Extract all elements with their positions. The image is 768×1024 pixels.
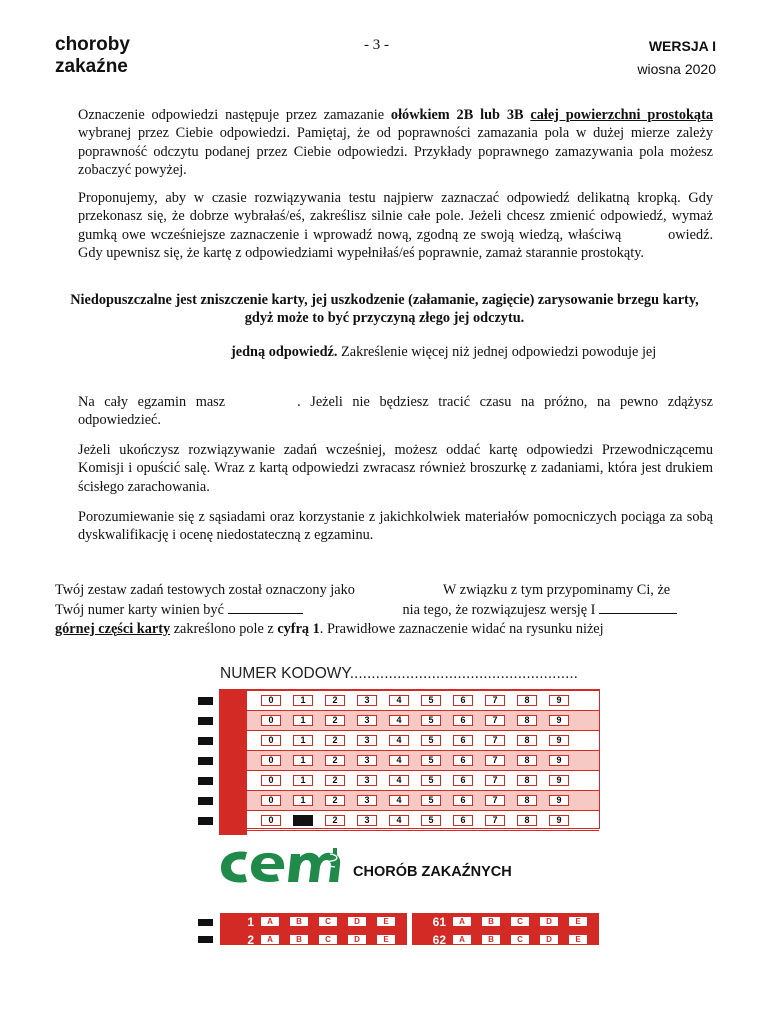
logo-subject-label: CHORÓB ZAKAŹNYCH [353, 864, 512, 880]
code-digit-cell: 9 [549, 815, 569, 826]
code-row-marker [198, 817, 213, 825]
code-digit-cell: 7 [485, 775, 505, 786]
code-digit-cell: 0 [261, 795, 281, 806]
code-digit-cell: 1 [293, 795, 313, 806]
paragraph-exam-time: Na cały egzamin masz . Jeżeli nie będziesz tracić czasu na próżno, na pewno zdążysz odpowiedzieć. [78, 394, 714, 429]
code-digit-cell: 8 [517, 795, 537, 806]
code-digit-cell: 3 [357, 815, 377, 826]
answer-option-cell: C [510, 916, 530, 927]
code-number-label: NUMER KODOWY..................................................... [220, 665, 578, 682]
code-digit-cell: 3 [357, 755, 377, 766]
code-digit-cell: 8 [517, 695, 537, 706]
answer-option-cell: C [510, 934, 530, 945]
code-digit-cell: 3 [357, 715, 377, 726]
answer-option-cell: E [376, 934, 396, 945]
code-digit-cell: 5 [421, 715, 441, 726]
code-digit-cell: 1 [293, 755, 313, 766]
code-digit-cell: 4 [389, 795, 409, 806]
answer-option-cell: E [376, 916, 396, 927]
answer-row-marker [198, 919, 213, 926]
code-digit-cell: 6 [453, 775, 473, 786]
paragraph-test-version: Twój zestaw zadań testowych został oznaczony jako W związku z tym przypominamy Ci, że Twój numer karty winien być nia tego, że rozwiązujesz wersję I górnej części karty zakreślono pole z cyfrą 1. Prawidłowe zaznaczenie widać na rysunku niżej [55, 581, 715, 638]
answer-option-cell: D [539, 916, 559, 927]
answer-option-cell: D [347, 934, 367, 945]
code-digit-cell: 4 [389, 715, 409, 726]
code-digit-cell: 2 [325, 735, 345, 746]
code-digit-cell: 6 [453, 795, 473, 806]
code-digit-cell: 1 [293, 715, 313, 726]
code-row [247, 751, 599, 771]
code-digit-cell: 9 [549, 775, 569, 786]
code-row-marker [198, 697, 213, 705]
code-row [247, 771, 599, 791]
code-row-marker [198, 717, 213, 725]
code-digit-cell: 0 [261, 735, 281, 746]
code-digit-cell: 7 [485, 815, 505, 826]
answer-option-cell: C [318, 916, 338, 927]
code-digit-cell: 4 [389, 815, 409, 826]
code-digit-cell: 2 [325, 695, 345, 706]
version-label: WERSJA I [648, 38, 716, 54]
code-digit-cell: 9 [549, 695, 569, 706]
code-digit-cell: 7 [485, 735, 505, 746]
code-digit-cell: 7 [485, 755, 505, 766]
answer-block-right [412, 913, 599, 945]
code-digit-cell: 9 [549, 715, 569, 726]
answer-option-cell: B [481, 934, 501, 945]
answer-option-cell: B [289, 916, 309, 927]
code-digit-cell: 6 [453, 815, 473, 826]
code-digit-cell: 5 [421, 775, 441, 786]
paragraph-one-answer: jedną odpowiedź. Zakreślenie więcej niż jednej odpowiedzi powoduje jej [231, 344, 657, 360]
code-digit-cell: 5 [421, 815, 441, 826]
code-digit-cell: 4 [389, 695, 409, 706]
code-digit-cell: 8 [517, 735, 537, 746]
paragraph-early-finish: Jeżeli ukończysz rozwiązywanie zadań wcześniej, możesz oddać kartę odpowiedzi Przewodniczącemu Komisji i opuścić salę. Wraz z kartą odpowiedzi zwracasz również broszurkę z zadaniami, która jest drukiem ścisłego zarachowania. [78, 442, 713, 495]
answer-option-cell: A [452, 916, 472, 927]
code-digit-cell: 6 [453, 755, 473, 766]
code-digit-cell: 2 [325, 795, 345, 806]
code-row-marker [198, 757, 213, 765]
answer-number: 2 [247, 933, 254, 945]
code-digit-cell: 0 [261, 695, 281, 706]
answer-block-left [220, 913, 407, 945]
cem-logo-icon [217, 846, 345, 884]
version-blank [599, 599, 677, 614]
code-digit-cell: 2 [325, 775, 345, 786]
code-digit-cell: 6 [453, 735, 473, 746]
code-row [247, 691, 599, 711]
answer-option-cell: B [289, 934, 309, 945]
code-digit-cell: 3 [357, 695, 377, 706]
answer-card-illustration [180, 645, 605, 945]
code-digit-cell: 3 [357, 775, 377, 786]
answer-number: 61 [432, 915, 446, 929]
answer-number: 1 [247, 915, 254, 929]
code-digit-cell: 7 [485, 795, 505, 806]
code-digit-cell: 1 [293, 735, 313, 746]
answer-option-cell: A [452, 934, 472, 945]
code-digit-cell: 0 [261, 775, 281, 786]
answer-option-cell: A [260, 934, 280, 945]
answer-option-cell: C [318, 934, 338, 945]
code-digit-cell: 5 [421, 795, 441, 806]
code-digit-cell: 9 [549, 735, 569, 746]
code-digit-cell: 0 [261, 715, 281, 726]
card-damage-warning: Niedopuszczalne jest zniszczenie karty, jej uszkodzenie (załamanie, zagięcie) zarysowanie brzegu karty, gdyż może to być przyczyną złego jej odczytu. [70, 292, 699, 327]
answer-option-cell: E [568, 916, 588, 927]
answer-row [412, 913, 599, 930]
answer-option-cell: D [539, 934, 559, 945]
code-row-marker [198, 797, 213, 805]
code-digit-cell: 0 [261, 815, 281, 826]
answer-row [220, 931, 407, 945]
code-digit-cell: 7 [485, 715, 505, 726]
code-row [247, 811, 599, 831]
code-digit-cell-filled: 1 [293, 815, 313, 826]
code-digit-cell: 4 [389, 775, 409, 786]
code-row [247, 711, 599, 731]
code-digit-cell: 3 [357, 795, 377, 806]
paragraph-marking-instructions: Oznaczenie odpowiedzi następuje przez zamazanie ołówkiem 2B lub 3B całej powierzchni prostokąta wybranej przez Ciebie odpowiedzi. Pamiętaj, że od poprawności zamazania pola w dużej mierze zależy poprawność odczytu podanej przez Ciebie odpowiedzi. Przykłady poprawnego zamazywania pola możesz zobaczyć powyżej. [78, 107, 713, 178]
exam-season: wiosna 2020 [637, 61, 716, 77]
code-digit-cell: 8 [517, 815, 537, 826]
answer-row-marker [198, 936, 213, 943]
code-row-marker [198, 777, 213, 785]
code-digit-cell: 1 [293, 695, 313, 706]
answer-option-cell: B [481, 916, 501, 927]
code-digit-cell: 0 [261, 755, 281, 766]
code-row [247, 791, 599, 811]
code-digit-cell: 5 [421, 735, 441, 746]
code-digit-cell: 4 [389, 755, 409, 766]
code-digit-cell: 7 [485, 695, 505, 706]
code-digit-cell: 8 [517, 775, 537, 786]
code-digit-cell: 6 [453, 715, 473, 726]
code-digit-cell: 9 [549, 795, 569, 806]
code-digit-cell: 5 [421, 695, 441, 706]
card-number-blank [228, 599, 303, 614]
answer-row [412, 931, 599, 945]
code-digit-cell: 9 [549, 755, 569, 766]
code-digit-cell: 2 [325, 715, 345, 726]
code-digit-cell: 3 [357, 735, 377, 746]
code-digit-cell: 2 [325, 755, 345, 766]
code-digit-cell: 6 [453, 695, 473, 706]
code-digit-cell: 8 [517, 755, 537, 766]
paragraph-marking-advice: Proponujemy, aby w czasie rozwiązywania testu najpierw zaznaczać odpowiedź delikatną kropką. Gdy przekonasz się, że dobrze wybrałaś/eś, zakreślisz silnie całe pole. Jeżeli chcesz zmienić odpowiedź, wymaż gumką owe wcześniejsze zaznaczenie i wprowadź nową, zgodną ze swoją wiedzą, właściwą owiedź. Gdy upewnisz się, że kartę z odpowiedziami wypełniłaś/eś poprawnie, zamaż starannie prostokąty. [78, 190, 714, 261]
code-digit-cell: 1 [293, 775, 313, 786]
code-digit-cell: 2 [325, 815, 345, 826]
subject-title: choroby zakaźne [55, 34, 130, 77]
answer-option-cell: D [347, 916, 367, 927]
code-row [247, 731, 599, 751]
code-digit-cell: 4 [389, 735, 409, 746]
code-row-marker [198, 737, 213, 745]
answer-option-cell: E [568, 934, 588, 945]
code-digit-cell: 5 [421, 755, 441, 766]
code-digit-cell: 8 [517, 715, 537, 726]
page-number: - 3 - [364, 37, 389, 53]
answer-row [220, 913, 407, 930]
answer-number: 62 [432, 933, 446, 945]
paragraph-disqualification: Porozumiewanie się z sąsiadami oraz korzystanie z jakichkolwiek materiałów pomocniczych pociąga za sobą dyskwalifikację i ocenę niedostateczną z egzaminu. [78, 509, 713, 544]
answer-option-cell: A [260, 916, 280, 927]
